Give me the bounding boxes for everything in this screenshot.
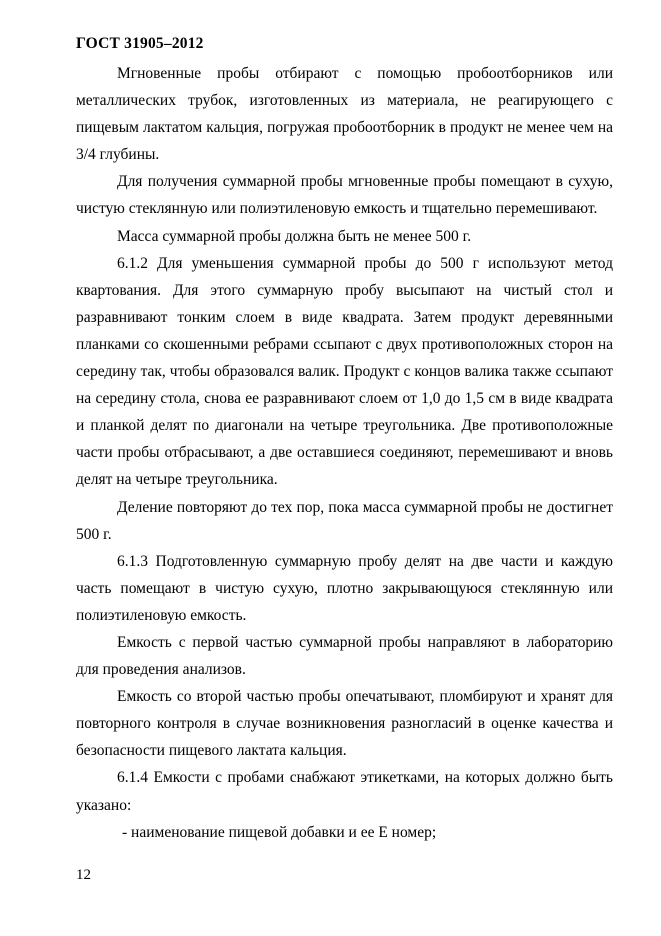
page-number: 12 [76, 867, 91, 883]
paragraph-composite-sample: Для получения суммарной пробы мгновенные пробы помещают в сухую, чистую стеклянную или полиэтиленовую емкость и тщательно перемешивают. [76, 173, 613, 218]
document-header: ГОСТ 31905–2012 [76, 35, 204, 52]
document-body [76, 60, 613, 846]
paragraph-first-part-lab: Емкость с первой частью суммарной пробы направляют в лабораторию для проведения анализов. [76, 633, 613, 679]
paragraph-6-1-3-split: 6.1.3 Подготовленную суммарную пробу делят на две части и каждую часть помещают в чистую сухую, плотно закрывающуюся стеклянную или полиэтиленовую емкость. [76, 552, 613, 624]
paragraph-6-1-2-quartering: 6.1.2 Для уменьшения суммарной пробы до 500 г используют метод квартования. Для этого суммарную пробу высыпают на чистый стол и разравнивают тонким слоем в виде квадрата. Затем продукт деревянными планками со скошенными ребрами ссыпают с двух противоположных сторон на середину так, чтобы образовался валик. Продукт с концов валика также ссыпают на середину стола, снова ее разравнивают слоем от 1,0 до 1,5 см в виде квадрата и планкой делят по диагонали на четыре треугольника. Две противоположные части пробы отбрасывают, а две оставшиеся соединяют, перемешивают и вновь делят на четыре треугольника. [76, 254, 613, 489]
paragraph-6-1-4-labels: 6.1.4 Емкости с пробами снабжают этикетками, на которых должно быть указано: [76, 769, 613, 814]
paragraph-second-part-storage: Емкость со второй частью пробы опечатывают, пломбируют и хранят для повторного контроля в случае возникновения разногласий в оценке качества и безопасности пищевого лактата кальция. [76, 688, 613, 760]
paragraph-sample-mass: Масса суммарной пробы должна быть не менее 500 г. [117, 227, 472, 245]
paragraph-division-repeat: Деление повторяют до тех пор, пока масса суммарной пробы не достигнет 500 г. [76, 498, 613, 543]
paragraph-sampling-method: Мгновенные пробы отбирают с помощью пробоотборников или металлических трубок, изготовленных из материала, не реагирующего с пищевым лактатом кальция, погружая пробоотборник в продукт не менее чем на 3/4 глубины. [76, 65, 613, 164]
list-item-additive-name: - наименование пищевой добавки и ее Е номер; [122, 823, 437, 841]
